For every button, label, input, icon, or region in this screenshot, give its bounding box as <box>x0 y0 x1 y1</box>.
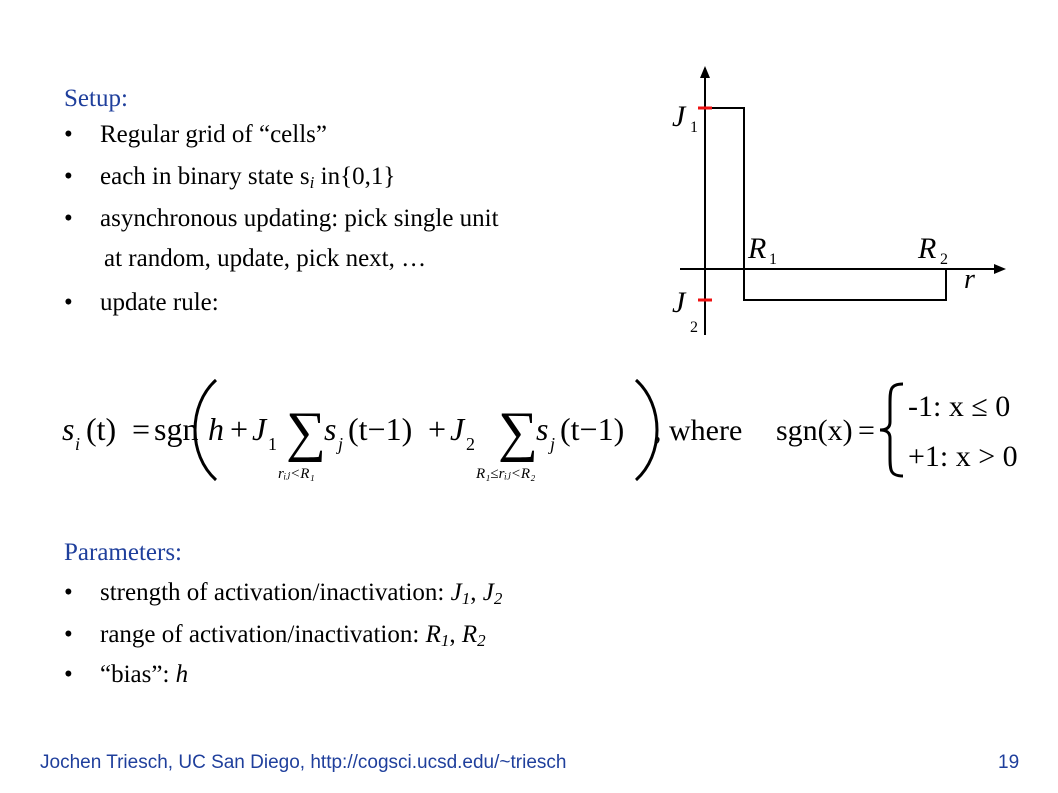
y-axis-arrow <box>700 66 710 78</box>
eq-s-j-2-sub: j <box>550 434 556 454</box>
kernel-curve <box>705 108 946 300</box>
bullet-text: update rule: <box>100 289 219 316</box>
eq-s-sub-i: i <box>75 434 81 454</box>
param-comma: , <box>470 579 483 606</box>
update-rule-equation <box>58 370 1018 490</box>
eq-equals-2: = <box>858 414 875 447</box>
label-r1: R <box>748 232 767 265</box>
bullet-dot: • <box>64 163 73 190</box>
eq-comma-where: , where <box>654 414 743 447</box>
param-bullet-bias <box>64 660 188 690</box>
bullet-text: “bias”: <box>100 661 176 688</box>
param-r: R <box>461 621 478 648</box>
case-negative: -1: x ≤ 0 <box>908 390 1011 423</box>
eq-tm1-1: (t−1) <box>348 411 413 447</box>
param-bullet-strength <box>64 578 502 614</box>
eq-sgn-x: sgn(x) <box>776 414 853 447</box>
setup-bullet-async <box>64 204 499 234</box>
label-j2-sub: 2 <box>690 319 698 336</box>
eq-s-j-2: s <box>536 411 549 447</box>
eq-j1-sub: 1 <box>268 434 277 454</box>
kernel-figure <box>660 60 1020 350</box>
eq-s-j-1-sub: j <box>338 434 344 454</box>
sum-symbol-1: ∑ <box>286 401 326 463</box>
eq-equals: = <box>132 411 151 447</box>
bullet-text: each in binary state s <box>100 163 310 190</box>
label-j1: J <box>672 100 686 133</box>
bullet-dot: • <box>64 621 73 648</box>
bullet-dot: • <box>64 579 73 606</box>
eq-tm1-2: (t−1) <box>560 411 625 447</box>
eq-plus-1: + <box>230 411 249 447</box>
eq-j1: J <box>252 411 267 447</box>
label-j1-sub: 1 <box>690 119 698 136</box>
param-r: R <box>425 621 441 648</box>
param-h: h <box>175 661 189 688</box>
x-axis-arrow <box>994 264 1006 274</box>
param-r-sub1: 1 <box>440 631 450 650</box>
sum-symbol-2: ∑ <box>498 401 538 463</box>
sum-limit-2: R₁≤rᵢⱼ<R₂ <box>476 466 536 482</box>
param-comma: , <box>449 621 462 648</box>
sum-limit-1: rᵢⱼ<R₁ <box>278 466 315 482</box>
bullet-subscript: i <box>309 173 315 192</box>
label-j2: J <box>672 286 686 319</box>
setup-bullet-binary <box>64 162 395 198</box>
label-r2-sub: 2 <box>940 251 948 268</box>
bullet-dot: • <box>64 121 73 148</box>
bullet-dot: • <box>64 205 73 232</box>
eq-sgn: sgn <box>154 411 199 447</box>
eq-s-j-1: s <box>324 411 337 447</box>
eq-h: h <box>208 411 224 447</box>
case-positive: +1: x > 0 <box>908 440 1018 473</box>
setup-continuation: at random, update, pick next, … <box>104 245 427 272</box>
bullet-dot: • <box>64 661 73 688</box>
label-r: r <box>964 264 975 295</box>
bullet-dot: • <box>64 289 73 316</box>
setup-bullet-grid <box>64 120 327 150</box>
bullet-text: Regular grid of “cells” <box>100 121 327 148</box>
bullet-text: range of activation/inactivation: <box>100 621 426 648</box>
bullet-text: strength of activation/inactivation: <box>100 579 451 606</box>
page-number: 19 <box>998 752 1020 773</box>
footer-credit: Jochen Triesch, UC San Diego, http://cogsci.ucsd.edu/~triesch <box>40 752 567 773</box>
param-j-sub2: 2 <box>493 589 503 608</box>
label-r1-sub: 1 <box>769 251 777 268</box>
setup-heading: Setup: <box>64 85 128 112</box>
label-r2: R <box>918 232 937 265</box>
eq-lhs-t: (t) <box>86 411 117 447</box>
bullet-text: asynchronous updating: pick single unit <box>100 205 499 232</box>
param-j-sub1: 1 <box>461 589 471 608</box>
param-j: J <box>482 579 494 606</box>
cases-brace <box>880 384 903 476</box>
eq-plus-2: + <box>428 411 447 447</box>
eq-s: s <box>62 411 75 447</box>
parameters-heading: Parameters: <box>64 539 183 566</box>
eq-j2: J <box>450 411 465 447</box>
setup-bullet-update-rule <box>64 288 219 318</box>
bullet-text-tail: in{0,1} <box>314 163 396 190</box>
eq-j2-sub: 2 <box>466 434 475 454</box>
param-bullet-range <box>64 620 486 656</box>
param-j: J <box>450 579 462 606</box>
param-r-sub2: 2 <box>477 631 486 650</box>
